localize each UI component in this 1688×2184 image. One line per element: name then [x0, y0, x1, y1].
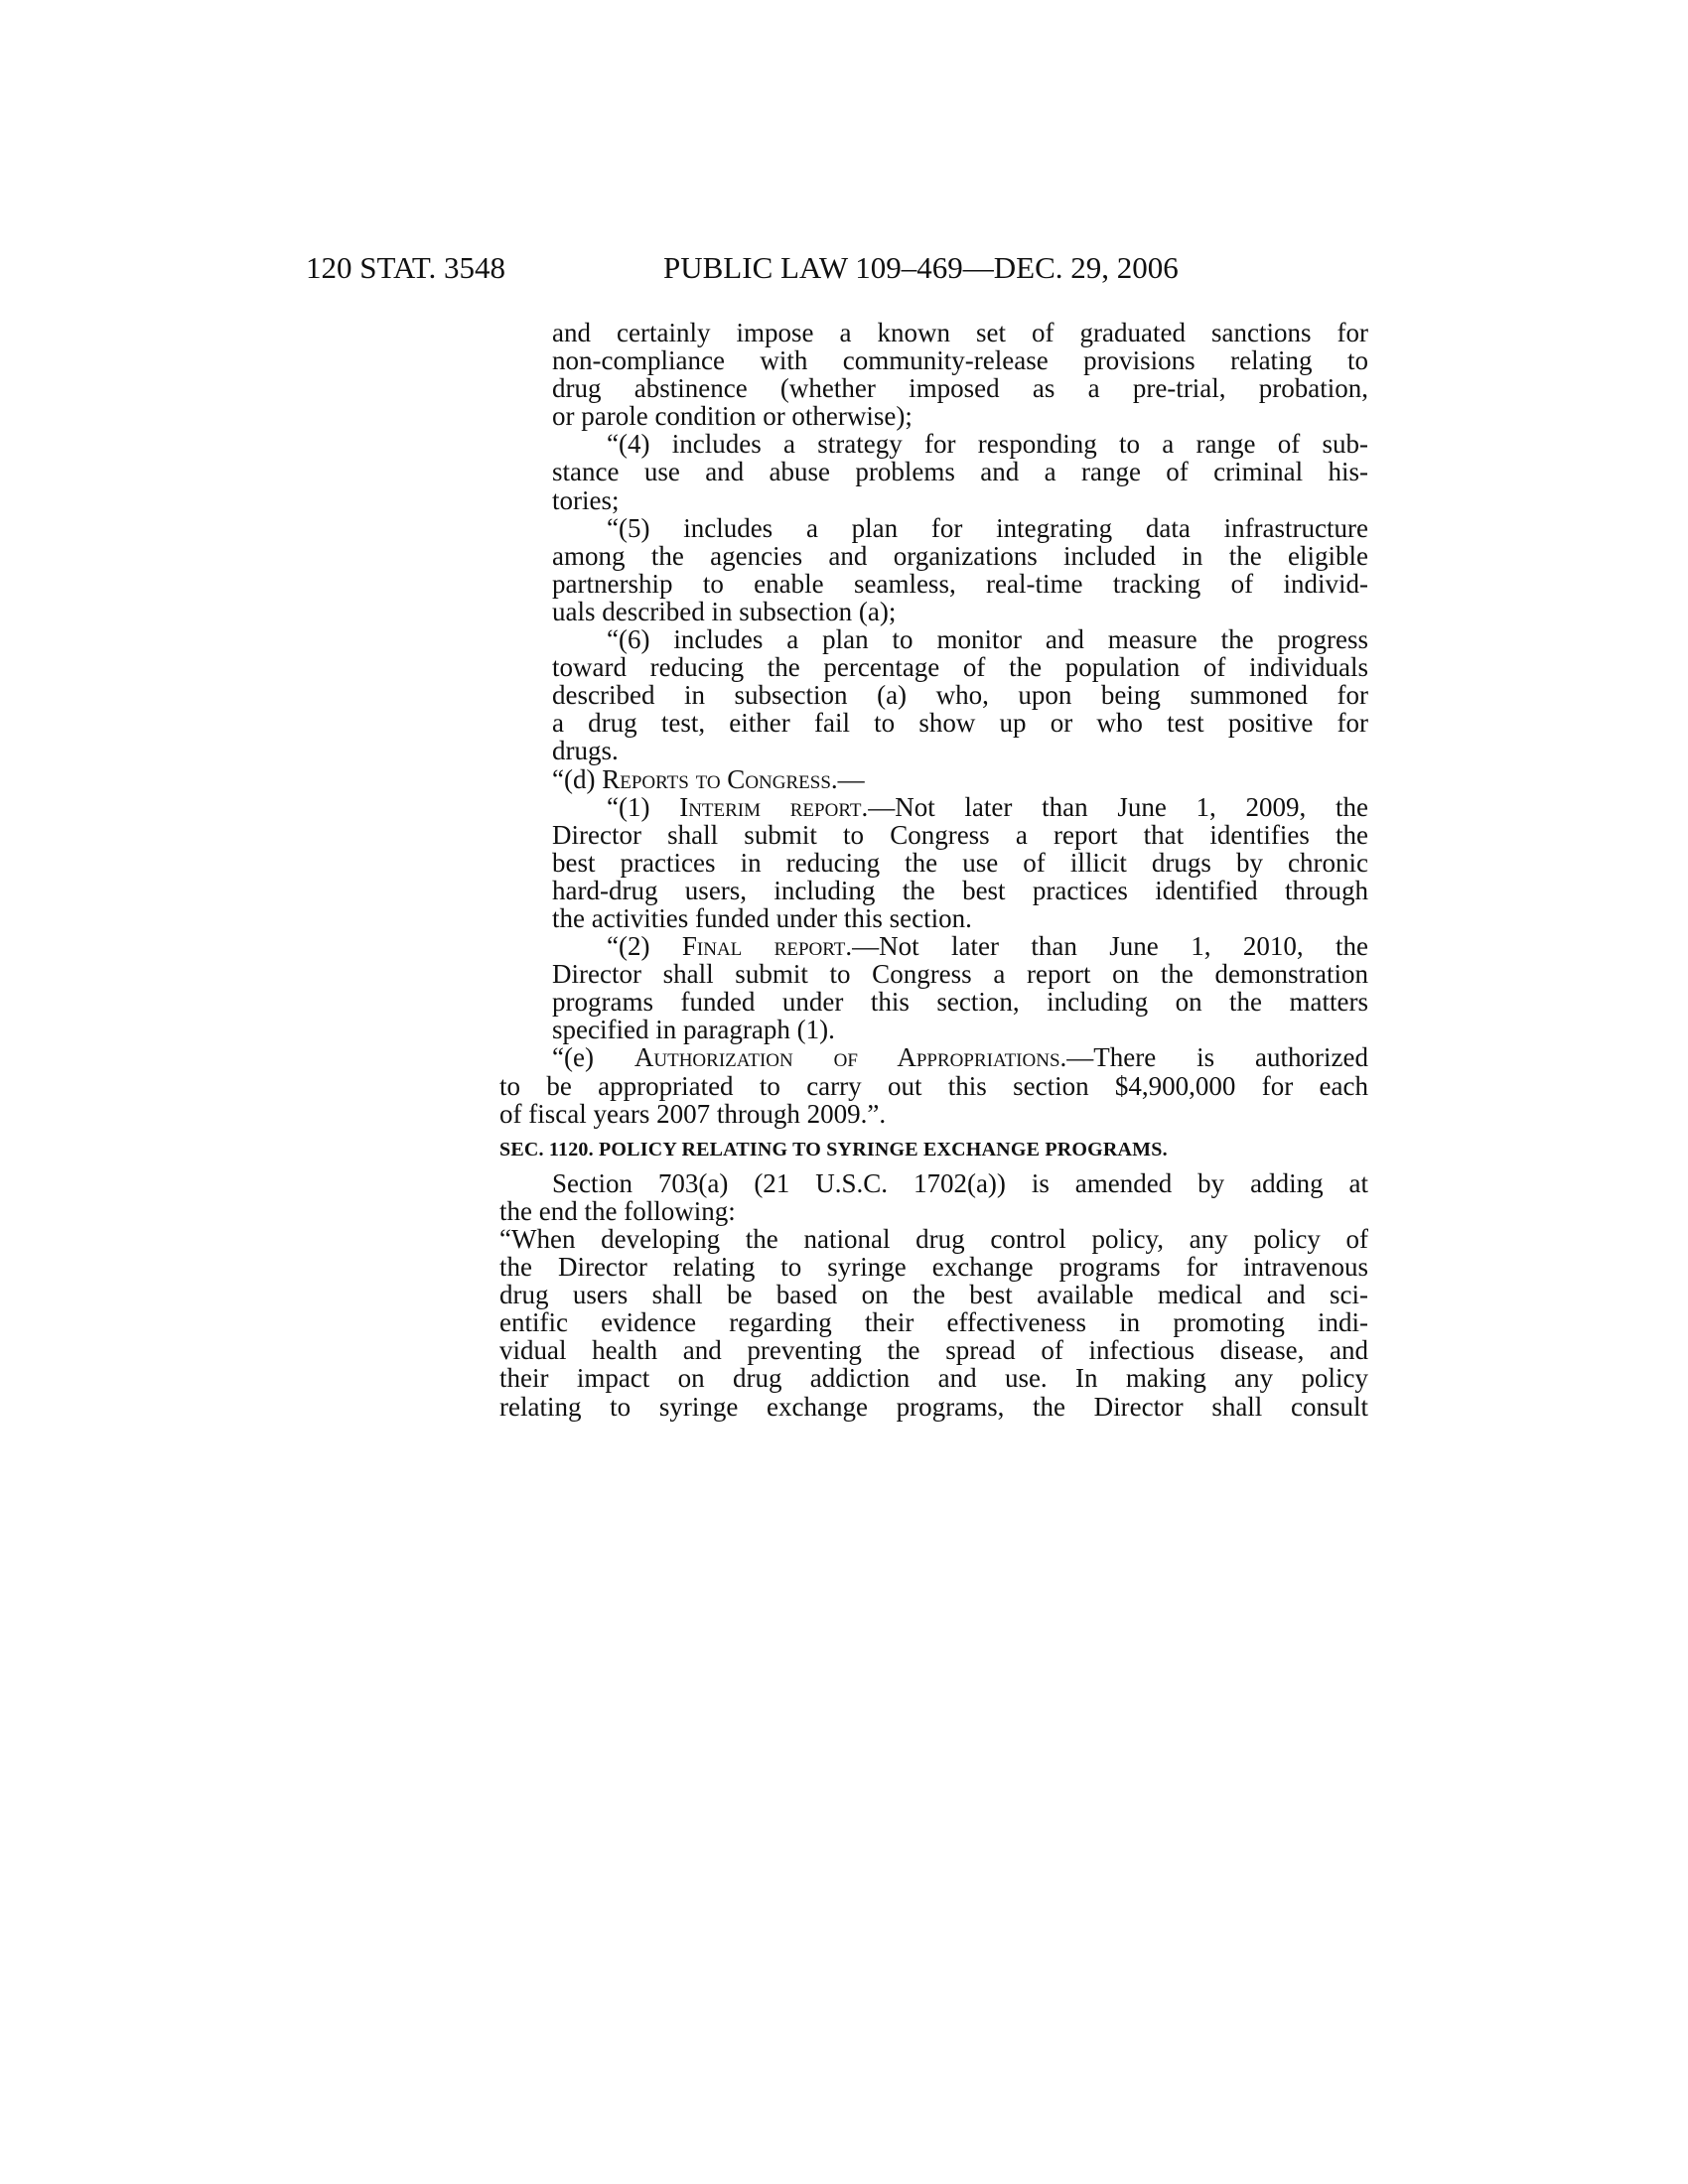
- text-line: non-compliance with community-release provisions relating to: [552, 345, 1368, 376]
- text-line: “When developing the national drug control policy, any policy of: [499, 1224, 1368, 1254]
- text-line: programs funded under this section, including on the matters: [552, 987, 1368, 1018]
- section-1120-text: [499, 1169, 1368, 1421]
- text-line: “(1) Interim report.—Not later than June 1, 2009, the: [607, 791, 1368, 822]
- text-line: tories;: [552, 484, 620, 515]
- public-law-header: PUBLIC LAW 109–469—DEC. 29, 2006: [663, 250, 1179, 285]
- text-line: to be appropriated to carry out this section $4,900,000 for each: [499, 1070, 1368, 1101]
- text-line: of fiscal years 2007 through 2009.”.: [499, 1098, 887, 1129]
- statute-page-number: 120 STAT. 3548: [306, 250, 506, 285]
- text-line: best practices in reducing the use of illicit drugs by chronic: [552, 847, 1368, 878]
- text-line: described in subsection (a) who, upon being summoned for: [552, 680, 1368, 711]
- text-line: their impact on drug addiction and use. In making any policy: [499, 1363, 1368, 1394]
- text-line: and certainly impose a known set of graduated sanctions for: [552, 318, 1368, 347]
- document-body: [499, 319, 1368, 1421]
- text-line: entific evidence regarding their effectiveness in promoting indi-: [499, 1307, 1368, 1338]
- text-line: the end the following:: [499, 1195, 736, 1226]
- text-line: Section 703(a) (21 U.S.C. 1702(a)) is amended by adding at: [552, 1167, 1368, 1198]
- run-in-heading: Final report: [681, 931, 846, 962]
- text-line: “(2) Final report.—Not later than June 1, 2010, the: [607, 931, 1368, 962]
- text-line: Director shall submit to Congress a report on the demonstration: [552, 959, 1368, 990]
- text-line: “(e) Authorization of Appropriations.—There is authorized: [552, 1042, 1368, 1073]
- text-line: toward reducing the percentage of the population of individuals: [552, 652, 1368, 683]
- text-line: drug users shall be based on the best available medical and sci-: [499, 1280, 1368, 1310]
- text-line: vidual health and preventing the spread of infectious disease, and: [499, 1335, 1368, 1366]
- text-line: relating to syringe exchange programs, the Director shall consult: [499, 1391, 1368, 1422]
- text-line: partnership to enable seamless, real-time tracking of individ-: [552, 568, 1368, 599]
- section-1119-continuation: [499, 319, 1368, 1128]
- text-line: “(4) includes a strategy for responding to a range of sub-: [607, 429, 1368, 460]
- text-line: “(5) includes a plan for integrating data infrastructure: [607, 512, 1368, 543]
- run-in-heading: Authorization of Appropriations: [633, 1042, 1060, 1073]
- text-line: or parole condition or otherwise);: [552, 401, 913, 432]
- text-line: drugs.: [552, 736, 619, 766]
- text-line: among the agencies and organizations included in the eligible: [552, 540, 1368, 571]
- text-line: the Director relating to syringe exchange programs for intravenous: [499, 1252, 1368, 1283]
- text-line: a drug test, either fail to show up or who test positive for: [552, 708, 1368, 739]
- text-line: the activities funded under this section.: [552, 902, 972, 933]
- run-in-heading: Reports to Congress: [602, 763, 831, 794]
- section-heading: SEC. 1120. POLICY RELATING TO SYRINGE EXCHANGE PROGRAMS.: [499, 1138, 1168, 1160]
- text-line: hard-drug users, including the best practices identified through: [552, 875, 1368, 905]
- run-in-heading: Interim report: [679, 791, 862, 822]
- text-line: “(d) Reports to Congress.—: [552, 763, 865, 794]
- text-line: Director shall submit to Congress a report that identifies the: [552, 819, 1368, 850]
- text-line: specified in paragraph (1).: [552, 1015, 835, 1045]
- text-line: drug abstinence (whether imposed as a pre-trial, probation,: [552, 373, 1368, 404]
- text-line: uals described in subsection (a);: [552, 596, 897, 626]
- text-line: “(6) includes a plan to monitor and measure the progress: [607, 624, 1368, 655]
- text-line: stance use and abuse problems and a range of criminal his-: [552, 457, 1368, 487]
